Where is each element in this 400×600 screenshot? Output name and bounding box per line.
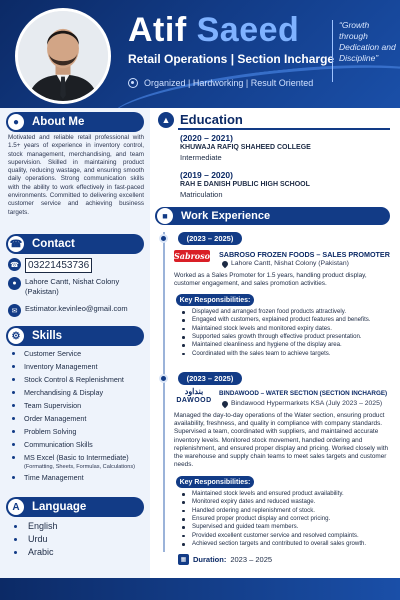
contact-heading-label: Contact [32,238,75,250]
language-item: Arabic [10,546,58,559]
location-pin-icon [221,399,229,407]
header-banner [0,0,400,108]
location-icon: ● [8,277,21,290]
phone-small-icon: ☎ [8,258,21,271]
contact-heading [6,234,144,254]
job-title: SABROSO FROZEN FOODS – SALES PROMOTER [219,250,390,259]
timeline-line [163,232,165,552]
responsibilities-label: Key Responsibilities: [176,476,254,488]
experience-heading-label: Work Experience [181,210,271,222]
skills-list [10,347,146,484]
skills-heading [6,326,144,346]
email-text[interactable]: Estimator.kevinleo@gmail.com [25,304,128,313]
education-entry [180,133,311,163]
education-entry [180,170,310,200]
skill-item: Order Management [10,412,146,425]
job-location-text: Lahore Cantt, Nishat Colony (Pakistan) [231,260,349,267]
header-quote: “Growth through Dedication and Discipline” [332,20,396,82]
about-text: Motivated and reliable retail professional with 1.5+ years of experience in inventory control, stock management, merchandising, and team supervision. Skilled in maintaining product quality, reducing wastage, and ensuring smooth daily operations. Strong communication skills with the ability to work effectively in fast-paced environments. Committed to delivering excellent customer service and achieving business targets. [8,134,144,216]
education-level: Intermediate [180,153,222,162]
traits-text: Organized | Hardworking | Result Oriented [144,78,314,88]
last-name: Saeed [196,11,300,49]
responsibility-item: Supervised and guided team members. [180,523,392,531]
gear-icon: ⚙ [8,328,24,344]
calendar-icon: ▦ [178,554,189,565]
job-years-pill: (2023 – 2025) [178,372,242,385]
first-name: Atif [128,11,187,49]
duration-value: 2023 – 2025 [230,555,273,564]
education-years: (2019 – 2020) [180,170,233,180]
skill-item: Customer Service [10,347,146,360]
phone-icon: ☎ [8,236,24,252]
language-list [10,520,58,559]
contact-phone-row [8,258,92,273]
job-description: Worked as a Sales Promoter for 1.5 years, handling product display, customer engagement, and sales promotion activities. [174,272,367,288]
job-title: BINDAWOOD – WATER SECTION (SECTION INCHARGE) [219,390,388,397]
contact-address-row [8,277,146,297]
education-heading: Education [180,112,243,127]
education-level: Matriculation [180,190,223,199]
responsibility-item: Maintained cleanliness and hygiene of the display area. [180,341,392,349]
language-item: English [10,520,58,533]
skills-heading-label: Skills [32,330,63,342]
job-location [222,260,349,267]
about-heading [6,112,144,132]
responsibility-item: Supported sales growth through effective product presentation. [180,333,392,341]
responsibility-item: Coordinated with the sales team to achieve targets. [180,350,392,358]
education-years: (2020 – 2021) [180,133,233,143]
responsibility-item: Handled ordering and replenishment of stock. [180,507,392,515]
email-icon: ✉ [8,304,21,317]
skill-item: Inventory Management [10,360,146,373]
responsibilities-list [180,308,392,358]
graduation-cap-icon: ▲ [158,112,174,128]
skill-item: Merchandising & Display [10,386,146,399]
language-heading-label: Language [32,501,87,513]
education-rule [178,128,390,130]
job-location-text: Bindawood Hypermarkets KSA (July 2023 – 2025) [231,400,383,407]
bindawood-logo [174,387,214,407]
responsibility-item: Maintained stock levels and monitored expiry dates. [180,325,392,333]
skill-excel-label: MS Excel (Basic to Intermediate) [24,453,129,462]
timeline-dot [159,374,168,383]
responsibilities-list [180,490,392,548]
bindawood-logo-english: DAWOOD [176,397,212,404]
skill-item: Problem Solving [10,425,146,438]
person-icon: ● [8,114,24,130]
language-heading [6,497,144,517]
duration-label: Duration: [193,555,227,564]
responsibility-item: Achieved section targets and contributed to overall sales growth. [180,540,392,548]
education-school: KHUWAJA RAFIQ SHAHEED COLLEGE [180,144,311,151]
timeline-dot [159,234,168,243]
responsibility-item: Displayed and arranged frozen food products attractively. [180,308,392,316]
translate-icon: A [8,499,24,515]
duration-row [178,554,272,565]
footer-bar [0,578,400,600]
job-title: Retail Operations | Section Incharge [128,52,335,66]
sabroso-logo: Sabroso [174,251,210,261]
about-heading-label: About Me [32,116,85,128]
skill-item-excel [10,451,146,471]
full-name [128,12,299,48]
responsibility-item: Maintained stock levels and ensured product availability. [180,490,392,498]
bindawood-logo-arabic: بنداود [184,387,204,396]
skill-item: Team Supervision [10,399,146,412]
responsibilities-label: Key Responsibilities: [176,294,254,306]
language-item: Urdu [10,533,58,546]
contact-email-row [8,304,128,317]
traits-row [128,78,313,88]
job-description: Managed the day-to-day operations of the Water section, ensuring product availability, freshness, and quality in compliance with company standards. Supervised a team, coordinated with suppliers, and maintained accurate inventory levels. Monitored stock movement, handled ordering and replenishment, and ensured proper display and pricing. Worked closely with the warehouse and supply chain teams to meet sales targets and customer needs. [174,412,389,469]
location-pin-icon [221,259,229,267]
skill-item: Communication Skills [10,438,146,451]
responsibility-item: Engaged with customers, explained product features and benefits. [180,316,392,324]
briefcase-icon: ■ [157,208,173,224]
responsibility-item: Ensured proper product display and correct pricing. [180,515,392,523]
job-location [222,400,382,407]
skill-item: Stock Control & Replenishment [10,373,146,386]
address-text: Lahore Cantt, Nishat Colony (Pakistan) [25,277,120,296]
skill-excel-sub: (Formatting, Sheets, Formulas, Calculations) [24,464,135,470]
job-years-pill: (2023 – 2025) [178,232,242,245]
skill-item: Time Management [10,471,146,484]
responsibility-item: Monitored expiry dates and reduced wastage. [180,498,392,506]
phone-number[interactable]: 03221453736 [25,258,92,273]
responsibility-item: Provided excellent customer service and resolved complaints. [180,532,392,540]
target-icon [128,78,138,88]
education-school: RAH E DANISH PUBLIC HIGH SCHOOL [180,181,310,188]
profile-photo [15,8,111,104]
experience-heading [155,207,390,225]
